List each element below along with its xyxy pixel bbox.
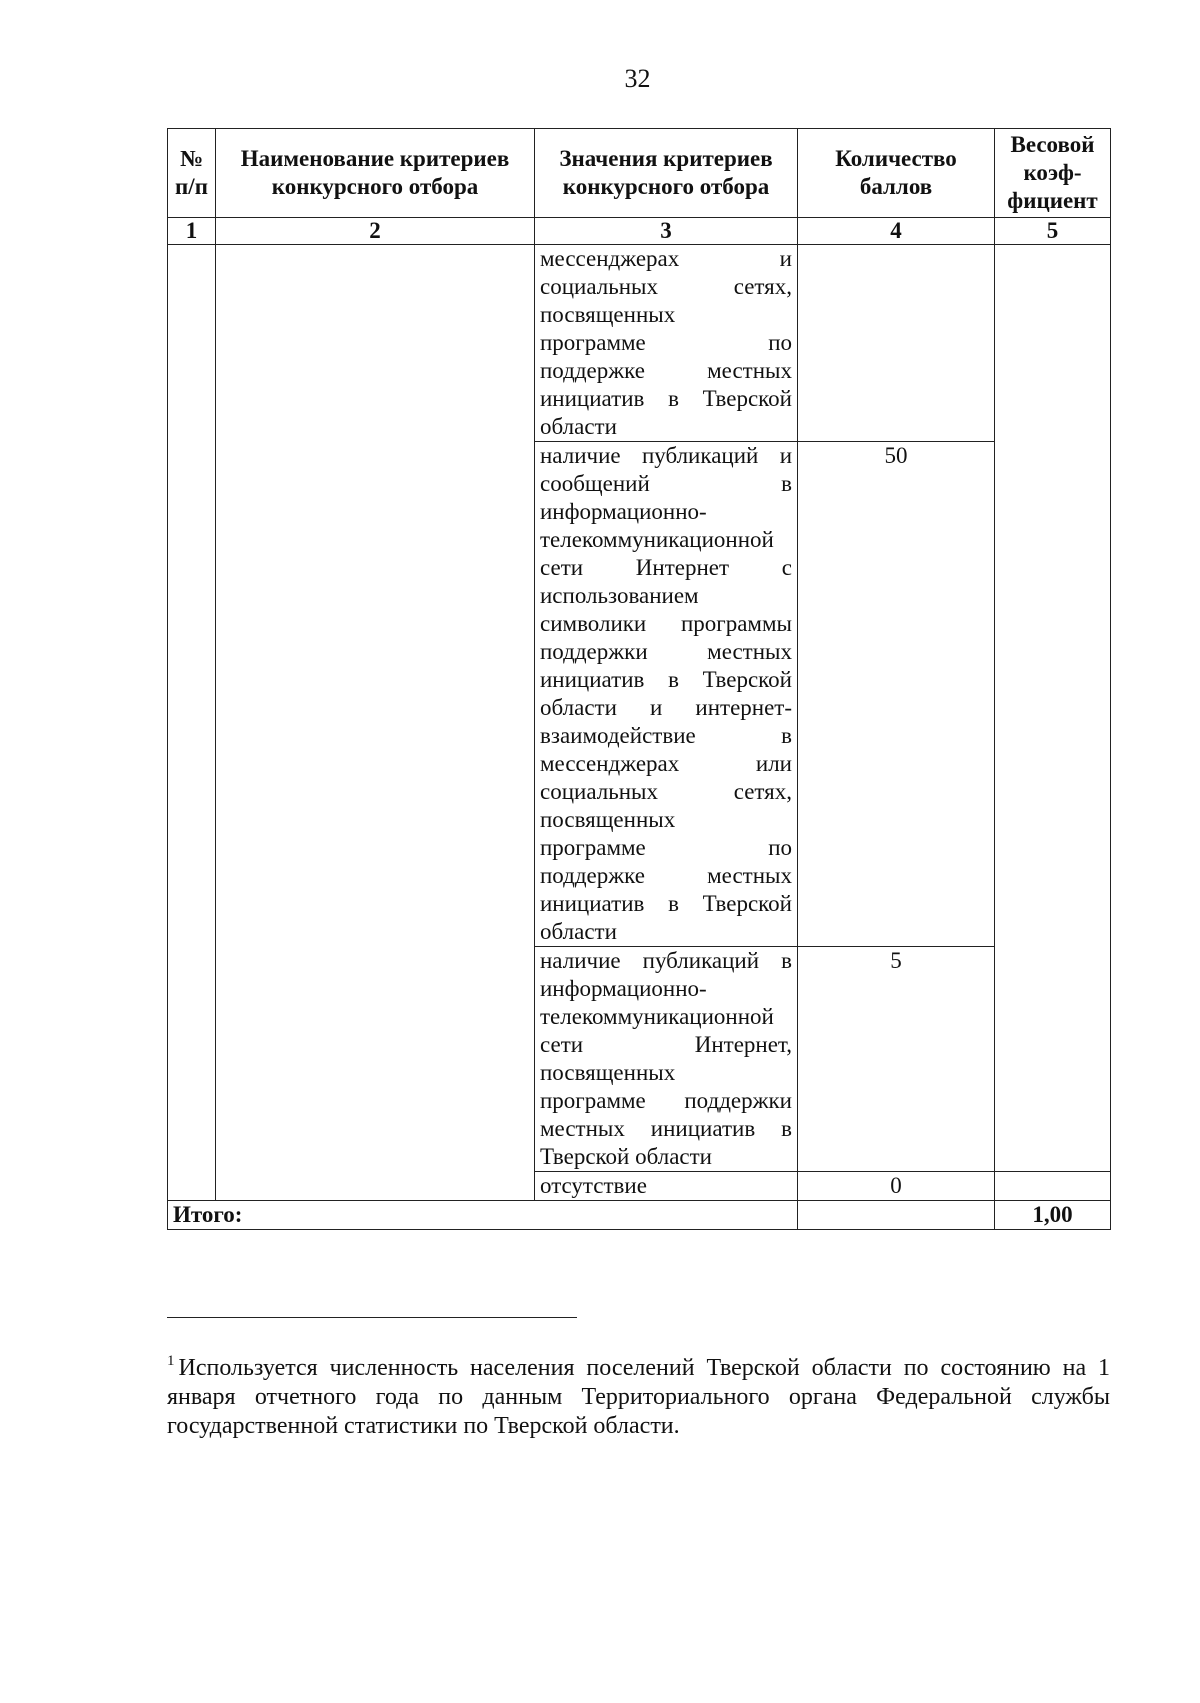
footnote-marker: 1: [167, 1353, 175, 1369]
criterion-value-line: информационно-: [540, 976, 707, 1001]
criterion-value-line: поддержке местных: [540, 358, 792, 383]
criterion-value-line: телекоммуникационной: [540, 527, 774, 552]
criterion-value-line: посвященных: [540, 807, 676, 832]
table-row: [168, 245, 1111, 442]
criterion-value-line: программе по: [540, 330, 792, 355]
criterion-value-line: социальных сетях,: [540, 274, 792, 299]
criterion-name-cell: [216, 245, 535, 1201]
criterion-value-line: области: [540, 919, 617, 944]
criterion-value-line: поддержке местных: [540, 863, 792, 888]
criterion-value-line: символики программы: [540, 611, 792, 636]
criterion-value-line: инициатив в Тверской: [540, 667, 792, 692]
criterion-value-line: отсутствие: [540, 1173, 647, 1198]
criterion-value-line: местных инициатив в: [540, 1116, 792, 1141]
criterion-value-line: мессенджерах и: [540, 246, 792, 271]
criterion-value-line: посвященных: [540, 302, 676, 327]
criterion-value-line: мессенджерах или: [540, 751, 792, 776]
criterion-value-line: использованием: [540, 583, 699, 608]
total-row: [168, 1201, 1111, 1230]
total-score: [798, 1201, 995, 1230]
footnote-separator: [167, 1317, 577, 1318]
header-weight: Весовой коэф-фициент: [995, 129, 1111, 218]
header-value: Значения критериев конкурсного отбора: [535, 129, 798, 218]
criterion-value-line: наличие публикаций в: [540, 948, 792, 973]
criterion-value-cell: [535, 1172, 798, 1201]
column-number: 5: [995, 218, 1111, 245]
criterion-value-line: поддержки местных: [540, 639, 792, 664]
criterion-value-line: программе по: [540, 835, 792, 860]
table-header-row: [168, 129, 1111, 218]
score-cell: 0: [798, 1172, 995, 1201]
criterion-value-line: Тверской области: [540, 1144, 712, 1169]
criterion-value-line: взаимодействие в: [540, 723, 792, 748]
criterion-value-line: инициатив в Тверской: [540, 891, 792, 916]
total-weight: 1,00: [995, 1201, 1111, 1230]
criterion-value-line: информационно-: [540, 499, 707, 524]
header-name: Наименование критериев конкурсного отбора: [216, 129, 535, 218]
criterion-value-cell: [535, 947, 798, 1172]
column-number: 1: [168, 218, 216, 245]
header-score: Количество баллов: [798, 129, 995, 218]
footnote: [167, 1347, 1110, 1441]
page-number: 32: [624, 64, 651, 93]
criterion-value-line: области: [540, 414, 617, 439]
criterion-value-line: наличие публикаций и: [540, 443, 792, 468]
footnote-text: Используется численность населения поселений Тверской области по состоянию на 1 января отчетного года по данным Территориального органа Федеральной службы государственной статистики по Тверской области.: [167, 1355, 1110, 1439]
criterion-value-line: сети Интернет,: [540, 1032, 792, 1057]
header-num: № п/п: [168, 129, 216, 218]
score-cell: [798, 245, 995, 442]
score-cell: 5: [798, 947, 995, 1172]
column-number: 2: [216, 218, 535, 245]
column-number: 4: [798, 218, 995, 245]
criterion-value-line: сети Интернет с: [540, 555, 792, 580]
criterion-value-line: сообщений в: [540, 471, 792, 496]
criterion-value-line: социальных сетях,: [540, 779, 792, 804]
criterion-value-line: программе поддержки: [540, 1088, 792, 1113]
criteria-table: [167, 128, 1111, 1230]
criterion-value-cell: [535, 245, 798, 442]
criterion-value-line: телекоммуникационной: [540, 1004, 774, 1029]
weight-cell: [995, 1172, 1111, 1201]
criterion-value-line: посвященных: [540, 1060, 676, 1085]
total-label: Итого:: [168, 1201, 798, 1230]
num-cell: [168, 245, 216, 1201]
column-number-row: [168, 218, 1111, 245]
criterion-value-line: области и интернет-: [540, 695, 792, 720]
score-cell: 50: [798, 442, 995, 947]
column-number: 3: [535, 218, 798, 245]
criterion-value-line: инициатив в Тверской: [540, 386, 792, 411]
criterion-value-cell: [535, 442, 798, 947]
weight-cell: [995, 245, 1111, 1172]
